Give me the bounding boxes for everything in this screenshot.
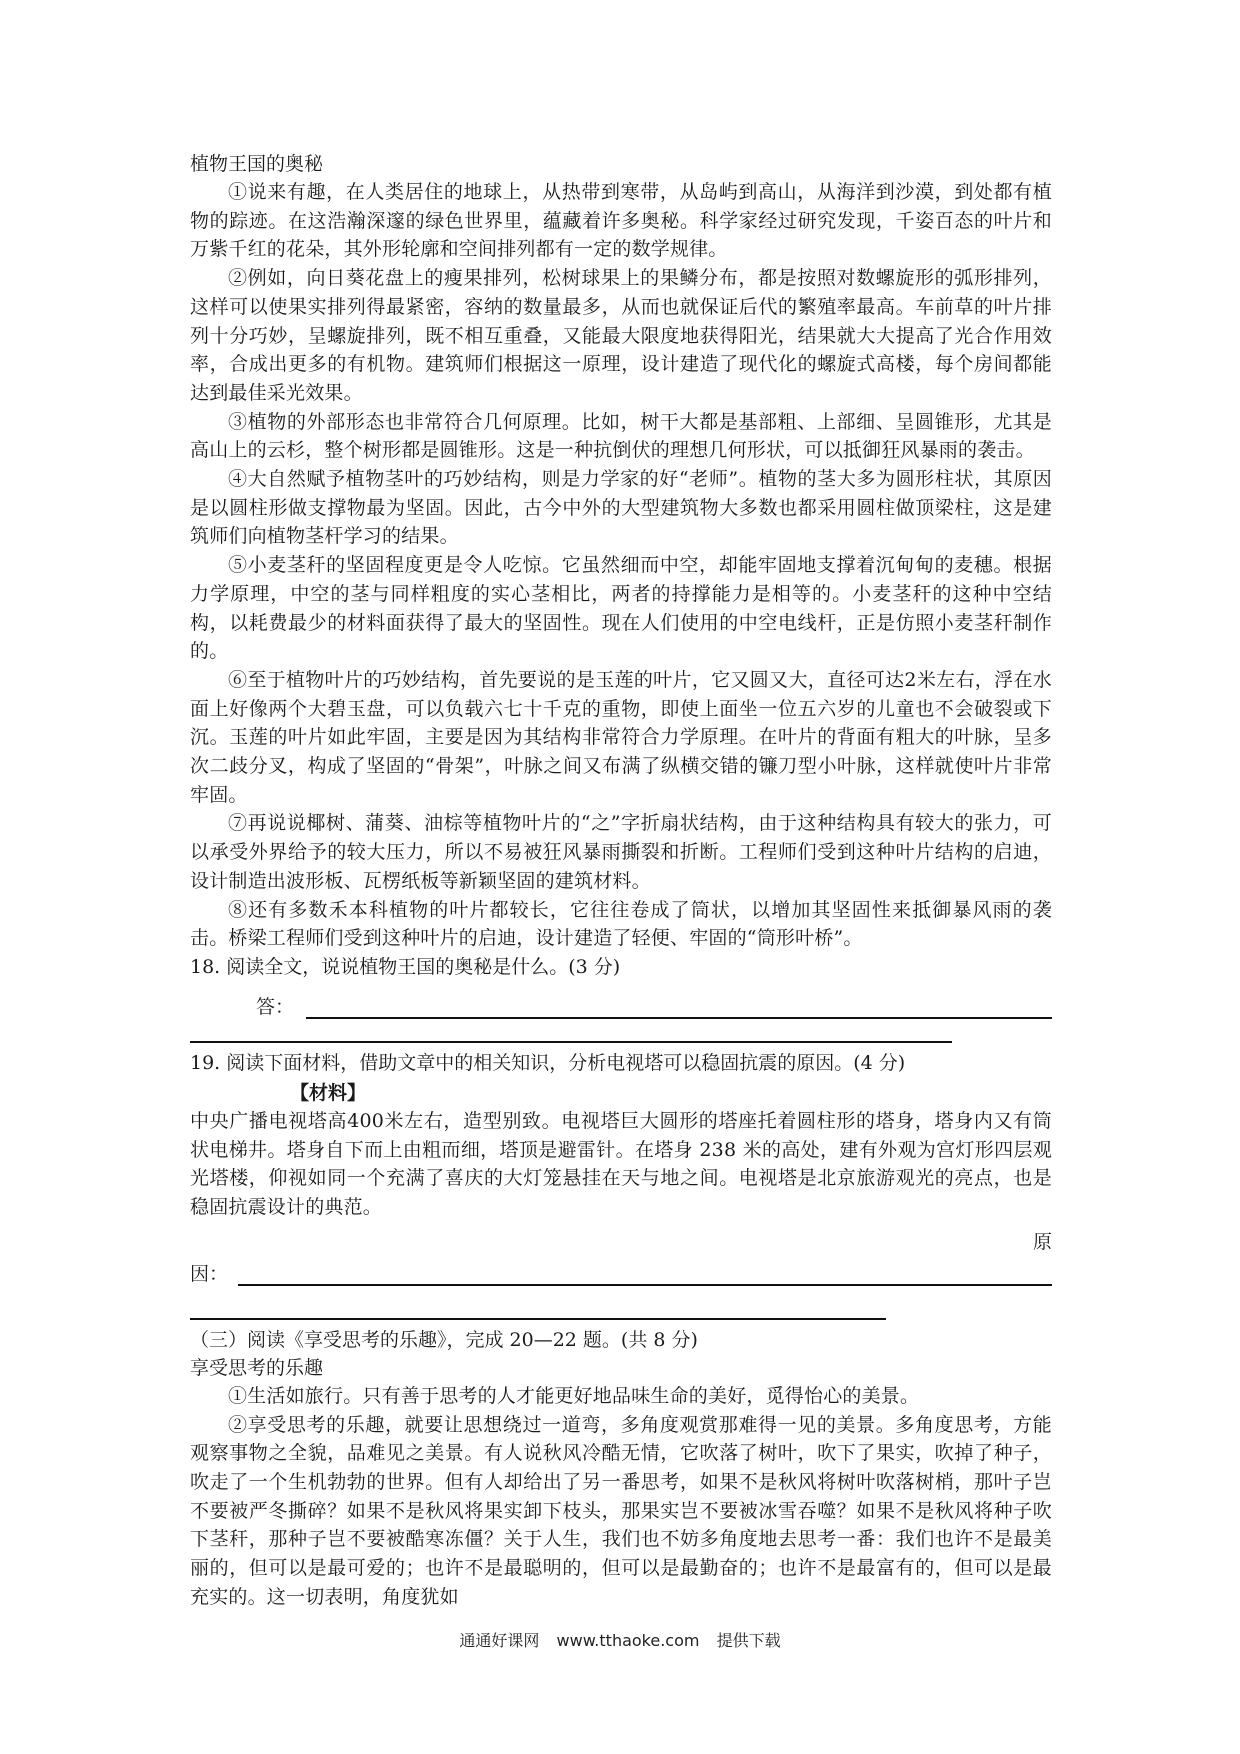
footer-url[interactable]: www.tthaoke.com xyxy=(556,1631,700,1650)
paragraph-5: ⑤小麦茎秆的坚固程度更是令人吃惊。它虽然细而中空，却能牢固地支撑着沉甸甸的麦穗。根据力学原理，中空的茎与同样粗度的实心茎相比，两者的持撑能力是相等的。小麦茎秆的这种中空结构，以耗费最少的材料面获得了最大的坚固性。现在人们使用的中空电线杆，正是仿照小麦茎秆制作的。 xyxy=(190,554,1052,663)
article-title: 植物王国的奥秘 xyxy=(190,153,324,175)
answer-18-row xyxy=(190,985,1052,1019)
page-footer xyxy=(0,1628,1240,1651)
footer-tail: 提供下载 xyxy=(716,1631,781,1650)
paragraph-2: ②例如，向日葵花盘上的瘦果排列，松树球果上的果鳞分布，都是按照对数螺旋形的弧形排列，这样可以使果实排列得最紧密，容纳的数量最多，从而也就保证后代的繁殖率最高。车前草的叶片排列十分巧妙，呈螺旋排列，既不相互重叠，又能最大限度地获得阳光，结果就大大提高了光合作用效率，合成出更多的有机物。建筑师们根据这一原理，设计建造了现代化的螺旋式高楼，每个房间都能达到最佳采光效果。 xyxy=(190,267,1052,404)
paragraph-6: ⑥至于植物叶片的巧妙结构，首先要说的是玉莲的叶片，它又圆又大，直径可达2米左右，浮在水面上好像两个大碧玉盘，可以负载六七十千克的重物，即使上面坐一位五六岁的儿童也不会破裂或下沉。玉莲的叶片如此牢固，主要是因为其结构非常符合力学原理。在叶片的背面有粗大的叶脉，呈多次二歧分叉，构成了坚固的“骨架”，叶脉之间又布满了纵横交错的镰刀型小叶脉，这样就使叶片非常牢固。 xyxy=(190,668,1052,806)
document-page xyxy=(190,150,1052,1611)
material-text: 中央广播电视塔高400米左右，造型别致。电视塔巨大圆形的塔座托着圆柱形的塔身，塔身内又有筒状电梯井。塔身自下而上由粗而细，塔顶是避雷针。在塔身 238 米的高处，建有外观为宫灯形四层观光塔楼，仰视如同一个充满了喜庆的大灯笼悬挂在天与地之间。电视塔是北京旅游观光的亮点，也是稳固抗震设计的典范。 xyxy=(190,1109,1052,1219)
material-title: 【材料】 xyxy=(290,1081,367,1104)
section-3-paragraph-1: ①生活如旅行。只有善于思考的人才能更好地品味生命的美好，觅得怡心的美景。 xyxy=(228,1384,920,1407)
section-3-heading: （三）阅读《享受思考的乐趣》，完成 20—22 题。(共 8 分) xyxy=(190,1328,698,1351)
paragraph-7: ⑦再说说椰树、蒲葵、油棕等植物叶片的“之”字折扇状结构，由于这种结构具有较大的张力，可以承受外界给予的较大压力，所以不易被狂风暴雨撕裂和折断。工程师们受到这种叶片结构的启迪，设计制造出波形板、瓦楞纸板等新颖坚固的建筑材料。 xyxy=(190,812,1052,892)
question-19: 19. 阅读下面材料，借助文章中的相关知识，分析电视塔可以稳固抗震的原因。(4 分) xyxy=(190,1051,906,1074)
reason-row xyxy=(190,1256,1052,1286)
paragraph-4: ④大自然赋予植物茎叶的巧妙结构，则是力学家的好“老师”。植物的茎大多为圆形柱状，其原因是以圆柱形做支撑物最为坚固。因此，古今中外的大型建筑物大多数也都采用圆柱做顶梁柱，这是建筑师们向植物茎杆学习的结果。 xyxy=(190,468,1052,548)
reason-answer-line[interactable] xyxy=(238,1264,1052,1286)
paragraph-1: ①说来有趣，在人类居住的地球上，从热带到寒带，从岛屿到高山，从海洋到沙漠，到处都有植物的踪迹。在这浩瀚深邃的绿色世界里，蕴藏着许多奥秘。科学家经过研究发现，千姿百态的叶片和万紫千红的花朵，其外形轮廓和空间排列都有一定的数学规律。 xyxy=(190,181,1052,261)
reason-label-top: 原 xyxy=(1032,1230,1052,1253)
footer-site-name: 通通好课网 xyxy=(459,1631,540,1650)
answer-18-line[interactable] xyxy=(306,997,1052,1019)
section-3-paragraph-2: ②享受思考的乐趣，就要让思想绕过一道弯，多角度观赏那难得一见的美景。多角度思考，方能观察事物之全貌，品难见之美景。有人说秋风冷酷无情，它吹落了树叶，吹下了果实，吹掉了种子，吹走了一个生机勃勃的世界。但有人却给出了另一番思考，如果不是秋风将树叶吹落树梢，那叶子岂不要被严冬撕碎？如果不是秋风将果实卸下枝头，那果实岂不要被冰雪吞噬？如果不是秋风将种子吹下茎秆，那种子岂不要被酷寒冻僵？关于人生，我们也不妨多角度地去思考一番：我们也许不是最美丽的，但可以是最可爱的；也许不是最聪明的，但可以是最勤奋的；也许不是最富有的，但可以是最充实的。这一切表明，角度犹如 xyxy=(190,1413,1052,1608)
question-18: 18. 阅读全文，说说植物王国的奥秘是什么。(3 分) xyxy=(190,955,621,978)
paragraph-3: ③植物的外部形态也非常符合几何原理。比如，树干大都是基部粗、上部细、呈圆锥形，尤其是高山上的云杉，整个树形都是圆锥形。这是一种抗倒伏的理想几何形状，可以抵御狂风暴雨的袭击。 xyxy=(190,410,1052,462)
section-3-title: 享受思考的乐趣 xyxy=(190,1356,324,1379)
paragraph-8: ⑧还有多数禾本科植物的叶片都较长，它往往卷成了筒状，以增加其坚固性来抵御暴风雨的袭击。桥梁工程师们受到这种叶片的启迪，设计建造了轻便、牢固的“筒形叶桥”。 xyxy=(190,898,1052,950)
reason-label-bottom: 因： xyxy=(190,1262,229,1285)
reason-answer-line-2[interactable] xyxy=(190,1318,886,1320)
answer-18-line-2[interactable] xyxy=(190,1041,952,1043)
answer-18-label: 答： xyxy=(256,995,295,1018)
